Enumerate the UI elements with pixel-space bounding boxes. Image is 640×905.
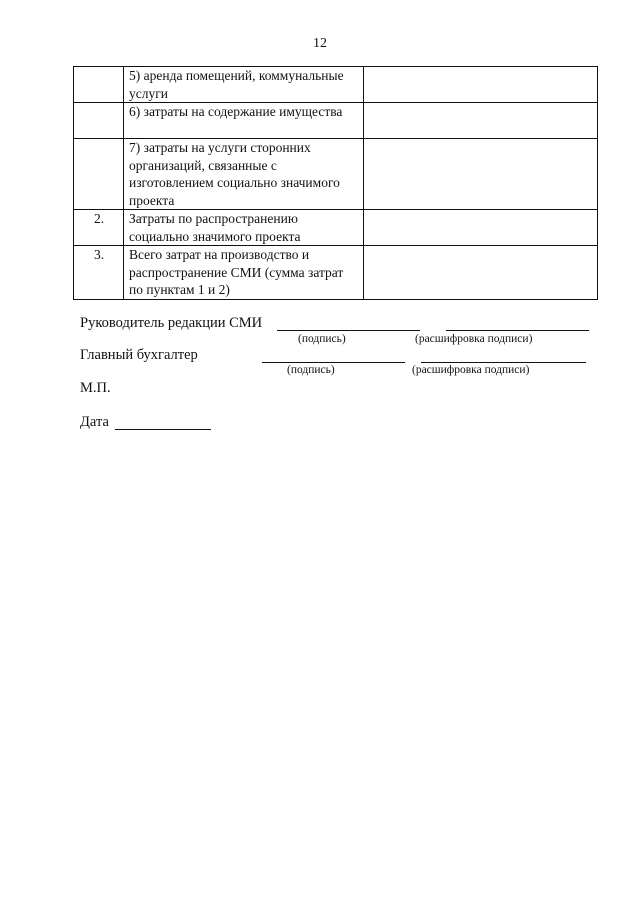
expense-table	[73, 66, 598, 300]
row-item: 7) затраты на услуги сторонних организаций, связанные с изготовлением социально значимого проекта	[124, 139, 364, 210]
row-item: Затраты по распространению социально значимого проекта	[124, 210, 364, 246]
row-item: 6) затраты на содержание имущества	[124, 103, 364, 139]
row-value	[364, 103, 598, 139]
editor-signature-line	[277, 330, 420, 331]
row-number	[74, 139, 124, 210]
table-row	[74, 246, 598, 300]
table-row	[74, 210, 598, 246]
page-number: 12	[313, 36, 327, 51]
row-number: 2.	[74, 210, 124, 246]
row-value	[364, 67, 598, 103]
table-row	[74, 139, 598, 210]
editor-label: Руководитель редакции СМИ	[80, 315, 263, 331]
stamp-label: М.П.	[80, 380, 111, 396]
accountant-transcript-line	[421, 362, 586, 363]
row-number	[74, 103, 124, 139]
row-value	[364, 246, 598, 300]
row-item: 5) аренда помещений, коммунальные услуги	[124, 67, 364, 103]
table-row	[74, 67, 598, 103]
row-number: 3.	[74, 246, 124, 300]
accountant-label: Главный бухгалтер	[80, 347, 198, 363]
editor-transcript-caption: (расшифровка подписи)	[415, 333, 533, 345]
editor-transcript-line	[446, 330, 589, 331]
date-line	[115, 429, 211, 430]
accountant-signature-line	[262, 362, 405, 363]
date-label: Дата	[80, 414, 109, 430]
accountant-transcript-caption: (расшифровка подписи)	[412, 364, 530, 376]
row-item: Всего затрат на производство и распространение СМИ (сумма затрат по пунктам 1 и 2)	[124, 246, 364, 300]
editor-signature-caption: (подпись)	[298, 333, 346, 345]
accountant-signature-caption: (подпись)	[287, 364, 335, 376]
row-value	[364, 139, 598, 210]
row-number	[74, 67, 124, 103]
row-value	[364, 210, 598, 246]
table-row	[74, 103, 598, 139]
